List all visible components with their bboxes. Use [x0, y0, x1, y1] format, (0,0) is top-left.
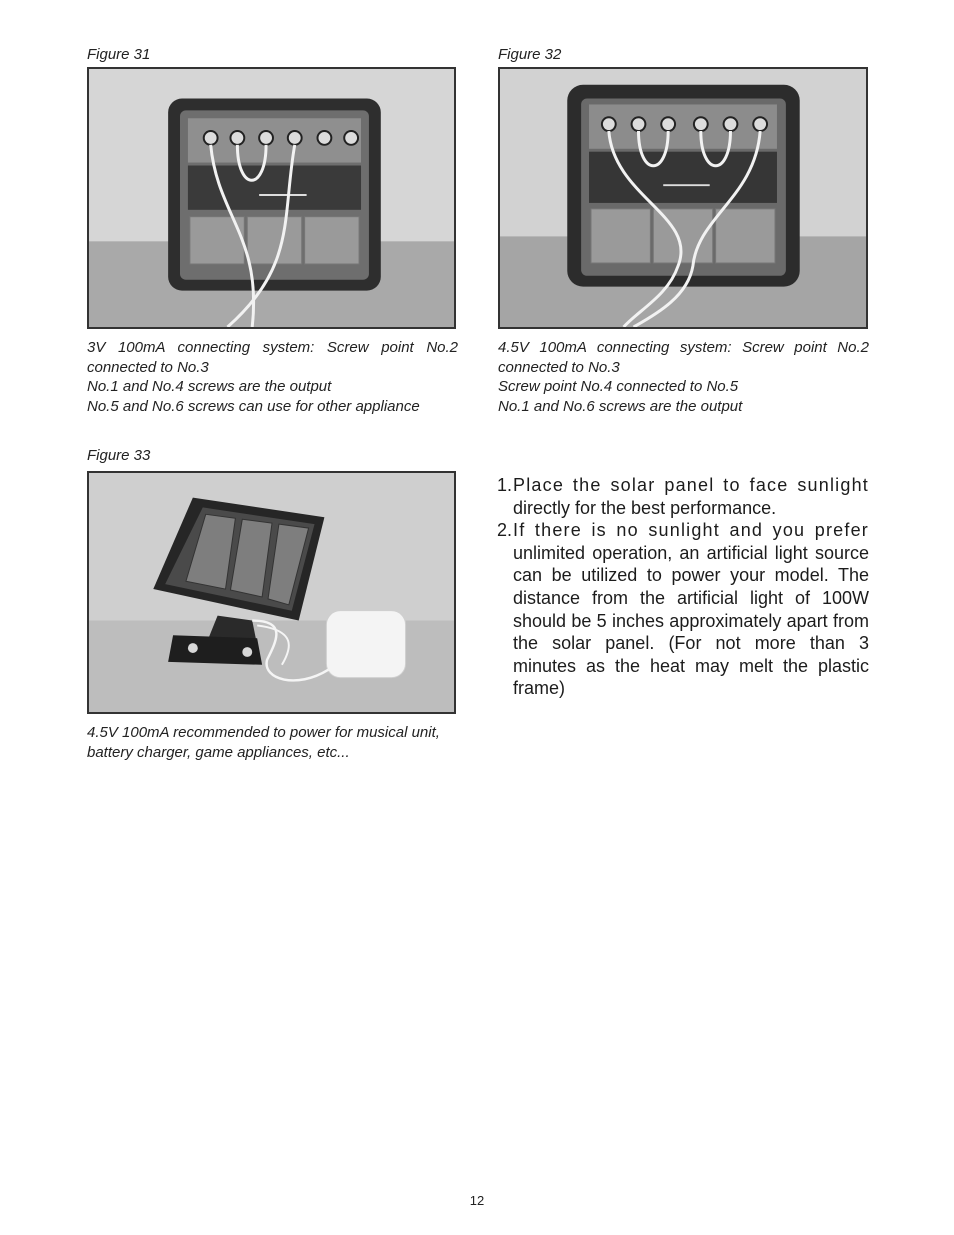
- instruction-lead: Place the solar panel to face sunlight: [513, 475, 869, 495]
- figure-33-caption-line: battery charger, game appliances, etc...: [87, 743, 350, 761]
- figure-32-caption-line: connected to No.3: [498, 358, 620, 376]
- instruction-item: [497, 519, 869, 700]
- figure-31-caption-line: connected to No.3: [87, 358, 209, 376]
- page-number: 12: [469, 1193, 485, 1208]
- figure-31-caption-line: No.1 and No.4 screws are the output: [87, 378, 332, 395]
- figure-33-label: Figure 33: [87, 447, 151, 464]
- figure-33-photo: [87, 471, 456, 714]
- solar-panel-back-3v-image: [89, 69, 454, 327]
- figure-32-photo: [498, 67, 868, 329]
- figure-31-caption-line: 3V 100mA connecting system: Screw point No.2: [87, 339, 458, 356]
- figure-31-photo: [87, 67, 456, 329]
- figure-32-label: Figure 32: [498, 46, 562, 63]
- figure-33-caption-line: 4.5V 100mA recommended to power for musical unit,: [87, 724, 440, 741]
- instructions-list: [497, 474, 869, 700]
- figure-32-caption: [498, 338, 869, 416]
- figure-31-label: Figure 31: [87, 46, 151, 63]
- figure-32-caption-line: Screw point No.4 connected to No.5: [498, 378, 739, 395]
- figure-31-caption-line: No.5 and No.6 screws can use for other appliance: [87, 397, 420, 415]
- instruction-number: 1.: [497, 475, 513, 495]
- instruction-number: 2.: [497, 520, 513, 541]
- instruction-text: unlimited operation, an artificial light source can be utilized to power your model. The distance from the artificial light of 100W should be 5 inches approximately apart from the solar panel. (For not more than 3 minutes as the heat may melt the plastic frame): [513, 542, 869, 699]
- instruction-lead: If there is no sunlight and you prefer: [513, 520, 869, 541]
- instruction-item: [497, 474, 869, 519]
- solar-panel-back-4v5-image: [500, 69, 866, 327]
- figure-32-caption-line: No.1 and No.6 screws are the output: [498, 397, 743, 415]
- instruction-text: directly for the best performance.: [513, 497, 777, 518]
- figure-31-caption: [87, 338, 458, 416]
- figure-32-caption-line: 4.5V 100mA connecting system: Screw point No.2: [498, 339, 869, 356]
- figure-33-caption: [87, 723, 467, 762]
- solar-panel-with-battery-image: [89, 473, 454, 712]
